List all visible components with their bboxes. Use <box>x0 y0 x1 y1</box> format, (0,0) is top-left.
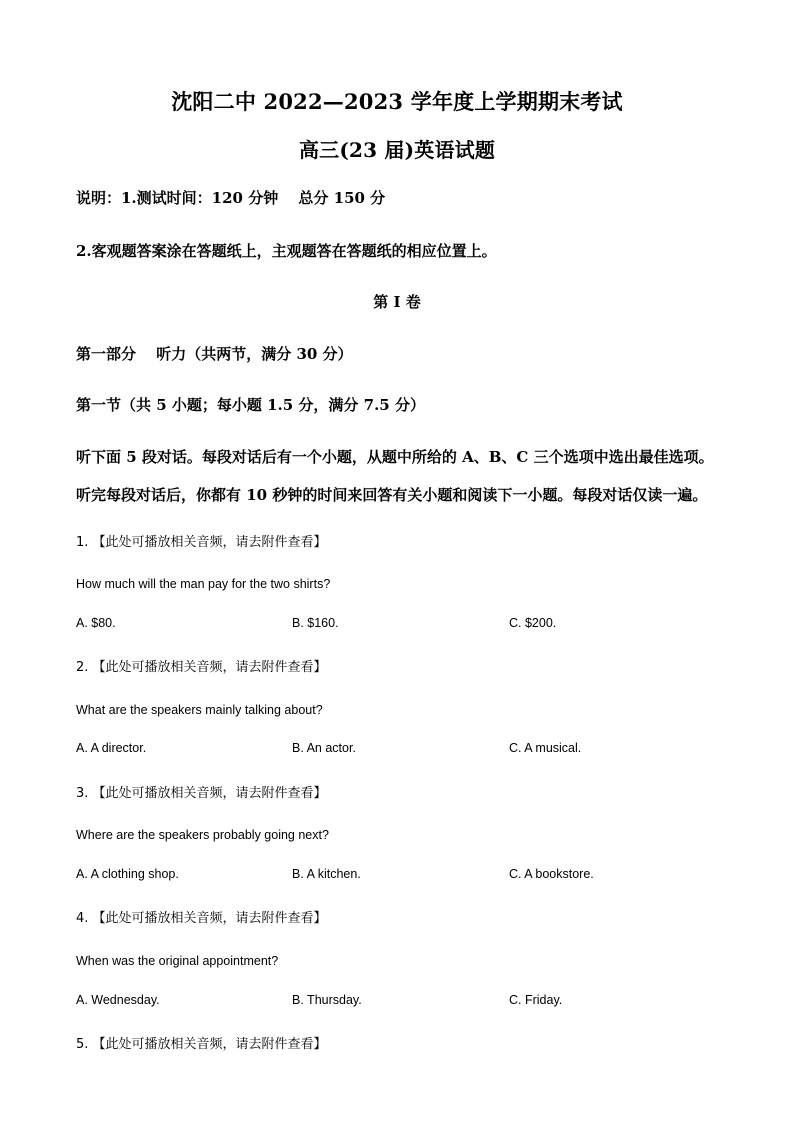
question-1-audio-note: 1. 【此处可播放相关音频，请去附件查看】 <box>76 535 327 550</box>
question-1-option-a: A. $80. <box>76 616 116 630</box>
question-2-audio-note: 2. 【此处可播放相关音频，请去附件查看】 <box>76 660 327 675</box>
question-2-option-b: B. An actor. <box>292 741 356 755</box>
directions-line-1: 听下面 5 段对话。每段对话后有一个小题，从题中所给的 A、B、C 三个选项中选出最佳选项。 <box>76 448 714 466</box>
question-3-option-b: B. A kitchen. <box>292 867 361 881</box>
exam-subtitle: 高三(23 届)英语试题 <box>298 138 496 162</box>
instructions-line-2: 2.客观题答案涂在答题纸上，主观题答在答题纸的相应位置上。 <box>76 242 497 260</box>
question-1-option-c: C. $200. <box>509 616 557 630</box>
question-1-option-b: B. $160. <box>292 616 339 630</box>
question-2-option-c: C. A musical. <box>509 741 582 755</box>
question-4-audio-note: 4. 【此处可播放相关音频，请去附件查看】 <box>76 911 327 926</box>
question-3-option-c: C. A bookstore. <box>509 867 594 881</box>
exam-title: 沈阳二中 2022—2023 学年度上学期期末考试 <box>171 89 623 114</box>
instructions-line-1: 说明：1.测试时间：120 分钟 总分 150 分 <box>76 189 386 207</box>
question-3-option-a: A. A clothing shop. <box>76 867 179 881</box>
question-3-text: Where are the speakers probably going next? <box>76 828 329 842</box>
part-title: 第一部分 听力（共两节，满分 30 分） <box>76 345 353 363</box>
volume-title: 第 I 卷 <box>373 293 421 311</box>
question-4-text: When was the original appointment? <box>76 954 279 968</box>
directions-line-2: 听完每段对话后，你都有 10 秒钟的时间来回答有关小题和阅读下一小题。每段对话仅读一遍。 <box>76 486 708 504</box>
question-3-audio-note: 3. 【此处可播放相关音频，请去附件查看】 <box>76 786 327 801</box>
question-4-option-a: A. Wednesday. <box>76 993 160 1007</box>
question-5-audio-note: 5. 【此处可播放相关音频，请去附件查看】 <box>76 1037 327 1052</box>
question-2-text: What are the speakers mainly talking about? <box>76 703 323 717</box>
section-title: 第一节（共 5 小题；每小题 1.5 分，满分 7.5 分） <box>76 396 425 414</box>
question-4-option-b: B. Thursday. <box>292 993 362 1007</box>
question-2-option-a: A. A director. <box>76 741 147 755</box>
question-4-option-c: C. Friday. <box>509 993 563 1007</box>
question-1-text: How much will the man pay for the two shirts? <box>76 577 331 591</box>
